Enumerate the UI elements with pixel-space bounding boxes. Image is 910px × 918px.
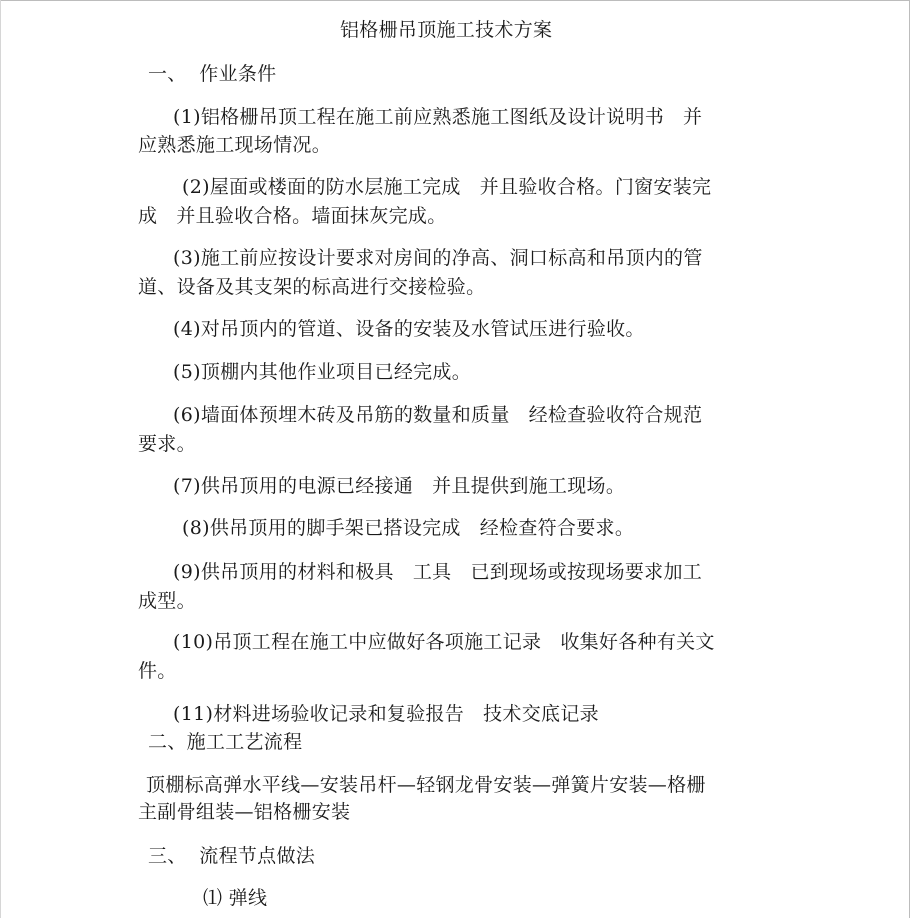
- page-border-top: [0, 0, 910, 1]
- process-flow-line-1: 顶棚标高弹水平线—安装吊杆—轻钢龙骨安装—弹簧片安装—格栅: [146, 774, 706, 796]
- condition-item-6-cont: 要求。: [138, 433, 196, 455]
- condition-item-7: (7)供吊顶用的电源已经接通 并且提供到施工现场。: [173, 475, 626, 497]
- condition-item-3-cont: 道、设备及其支架的标高进行交接检验。: [138, 276, 486, 298]
- condition-item-10-cont: 件。: [138, 660, 177, 682]
- condition-item-1-cont: 应熟悉施工现场情况。: [138, 134, 332, 156]
- document-title: 铝格栅吊顶施工技术方案: [340, 19, 553, 41]
- condition-item-1: (1)铝格栅吊顶工程在施工前应熟悉施工图纸及设计说明书 并: [173, 106, 703, 128]
- condition-item-11: (11)材料进场验收记录和复验报告 技术交底记录: [173, 703, 599, 725]
- condition-item-9: (9)供吊顶用的材料和极具 工具 已到现场或按现场要求加工: [173, 561, 703, 583]
- condition-item-2-cont: 成 并且验收合格。墙面抹灰完成。: [138, 205, 447, 227]
- section-heading-node-methods: 三、 流程节点做法: [148, 845, 316, 867]
- condition-item-8: (8)供吊顶用的脚手架已搭设完成 经检查符合要求。: [182, 517, 635, 539]
- node-method-item-1: ⑴ 弹线: [203, 887, 268, 909]
- condition-item-9-cont: 成型。: [138, 590, 196, 612]
- condition-item-10: (10)吊顶工程在施工中应做好各项施工记录 收集好各种有关文: [173, 631, 715, 653]
- section-heading-process-flow: 二、施工工艺流程: [148, 731, 303, 753]
- condition-item-6: (6)墙面体预埋木砖及吊筋的数量和质量 经检查验收符合规范: [173, 404, 703, 426]
- condition-item-5: (5)顶棚内其他作业项目已经完成。: [173, 361, 472, 383]
- condition-item-4: (4)对吊顶内的管道、设备的安装及水管试压进行验收。: [173, 318, 645, 340]
- condition-item-3: (3)施工前应按设计要求对房间的净高、洞口标高和吊顶内的管: [173, 247, 703, 269]
- section-heading-conditions: 一、 作业条件: [148, 63, 277, 85]
- page-border-left: [0, 0, 1, 918]
- process-flow-line-2: 主副骨组装—铝格栅安装: [138, 801, 351, 823]
- condition-item-2: (2)屋面或楼面的防水层施工完成 并且验收合格。门窗安装完: [182, 176, 712, 198]
